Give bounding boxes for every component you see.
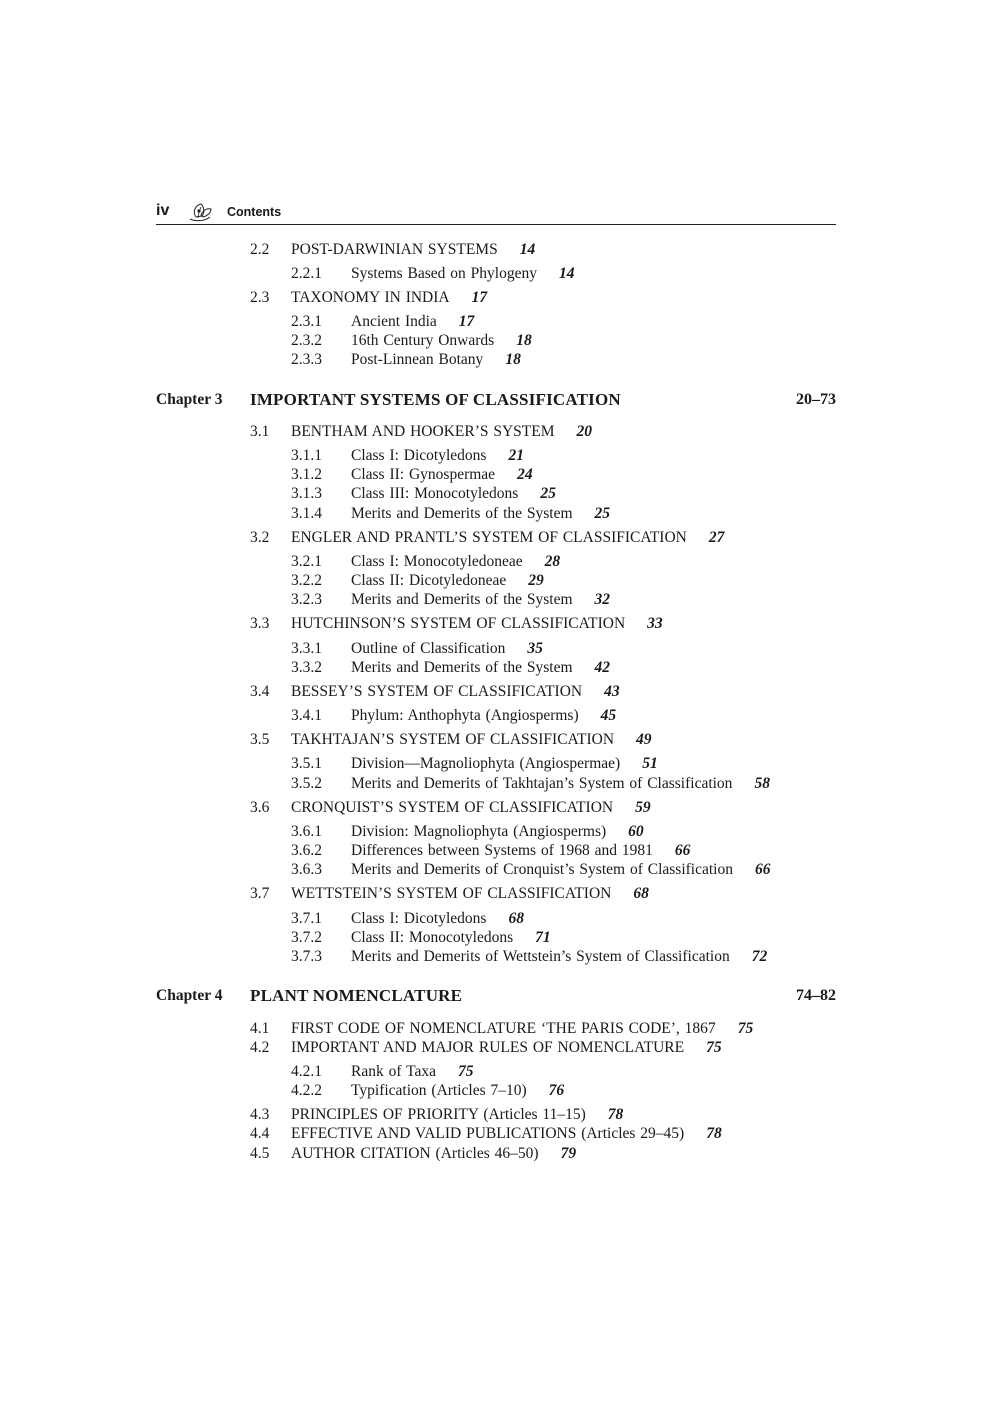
entry-number: 4.3 bbox=[250, 1106, 270, 1123]
entry-number: 2.3 bbox=[250, 289, 270, 306]
chapter-label: Chapter 3 bbox=[156, 391, 223, 408]
entry-number: 3.6.3 bbox=[291, 861, 322, 878]
entry-number: 4.1 bbox=[250, 1020, 270, 1037]
entry-page-number: 51 bbox=[642, 755, 658, 772]
entry-page-number: 78 bbox=[607, 1106, 624, 1123]
entry-title: IMPORTANT AND MAJOR RULES OF NOMENCLATURE 75 bbox=[291, 1039, 722, 1056]
entry-title: Class I: Dicotyledons 21 bbox=[351, 447, 524, 464]
entry-page-number: 33 bbox=[647, 615, 663, 632]
entry-title: Typification (Articles 7–10) 76 bbox=[351, 1082, 565, 1099]
entry-title: Ancient India 17 bbox=[351, 313, 475, 330]
entry-title: AUTHOR CITATION (Articles 46–50) 79 bbox=[291, 1145, 577, 1162]
entry-number: 3.2.2 bbox=[291, 572, 322, 589]
entry-title: Differences between Systems of 1968 and 1981 66 bbox=[351, 842, 691, 859]
entry-number: 3.3.2 bbox=[291, 659, 322, 676]
entry-number: 2.3.1 bbox=[291, 313, 322, 330]
entry-number: 3.5 bbox=[250, 731, 270, 748]
entry-title: Class II: Monocotyledons 71 bbox=[351, 929, 551, 946]
entry-page-number: 42 bbox=[594, 659, 611, 676]
entry-number: 3.1 bbox=[250, 423, 270, 440]
entry-page-number: 25 bbox=[594, 505, 611, 522]
entry-number: 4.2.2 bbox=[291, 1082, 322, 1099]
entry-page-number: 60 bbox=[628, 823, 644, 840]
entry-number: 2.2.1 bbox=[291, 265, 322, 282]
entry-number: 3.2 bbox=[250, 529, 270, 546]
entry-page-number: 68 bbox=[508, 910, 524, 927]
entry-number: 3.5.2 bbox=[291, 775, 322, 792]
entry-page-number: 24 bbox=[517, 466, 533, 483]
entry-page-number: 75 bbox=[458, 1063, 474, 1080]
entry-number: 3.2.3 bbox=[291, 591, 322, 608]
entry-page-number: 59 bbox=[635, 799, 651, 816]
entry-title: Rank of Taxa 75 bbox=[351, 1063, 474, 1080]
entry-title: 16th Century Onwards 18 bbox=[351, 332, 532, 349]
entry-page-number: 71 bbox=[535, 929, 551, 946]
entry-title: Merits and Demerits of the System 25 bbox=[351, 505, 611, 522]
entry-title: Merits and Demerits of Cronquist’s System of Classification 66 bbox=[351, 861, 771, 878]
entry-number: 4.5 bbox=[250, 1145, 270, 1162]
entry-title: Class II: Gynospermae 24 bbox=[351, 466, 533, 483]
entry-page-number: 66 bbox=[674, 842, 691, 859]
entry-page-number: 45 bbox=[600, 707, 617, 724]
entry-title: TAXONOMY IN INDIA 17 bbox=[291, 289, 488, 306]
entry-page-number: 75 bbox=[706, 1039, 722, 1056]
entry-title: ENGLER AND PRANTL’S SYSTEM OF CLASSIFICATION 27 bbox=[291, 529, 725, 546]
entry-title: BENTHAM AND HOOKER’S SYSTEM 20 bbox=[291, 423, 593, 440]
entry-title: Systems Based on Phylogeny 14 bbox=[351, 265, 575, 282]
entry-number: 3.5.1 bbox=[291, 755, 322, 772]
entry-number: 2.3.3 bbox=[291, 351, 322, 368]
entry-title: Division—Magnoliophyta (Angiospermae) 51 bbox=[351, 755, 658, 772]
chapter-title: IMPORTANT SYSTEMS OF CLASSIFICATION bbox=[250, 390, 621, 409]
entry-title: Class I: Monocotyledoneae 28 bbox=[351, 553, 561, 570]
entry-title: Merits and Demerits of Takhtajan’s System of Classification 58 bbox=[351, 775, 770, 792]
entry-title: Merits and Demerits of the System 32 bbox=[351, 591, 611, 608]
entry-page-number: 35 bbox=[527, 640, 543, 657]
entry-page-number: 17 bbox=[471, 289, 488, 306]
entry-number: 3.4 bbox=[250, 683, 270, 700]
entry-page-number: 75 bbox=[737, 1020, 754, 1037]
entry-number: 3.7.3 bbox=[291, 948, 322, 965]
entry-title: Merits and Demerits of Wettstein’s System of Classification 72 bbox=[351, 948, 768, 965]
entry-title: Division: Magnoliophyta (Angiosperms) 60 bbox=[351, 823, 644, 840]
entry-page-number: 49 bbox=[636, 731, 652, 748]
entry-title: TAKHTAJAN’S SYSTEM OF CLASSIFICATION 49 bbox=[291, 731, 652, 748]
entry-title: PRINCIPLES OF PRIORITY (Articles 11–15) 78 bbox=[291, 1106, 624, 1123]
page-number: iv bbox=[156, 202, 170, 219]
chapter-label: Chapter 4 bbox=[156, 987, 223, 1004]
entry-page-number: 18 bbox=[505, 351, 521, 368]
entry-page-number: 17 bbox=[458, 313, 475, 330]
entry-title: Class II: Dicotyledoneae 29 bbox=[351, 572, 544, 589]
entry-page-number: 21 bbox=[508, 447, 524, 464]
entry-title: EFFECTIVE AND VALID PUBLICATIONS (Articles 29–45) 78 bbox=[291, 1125, 722, 1142]
entry-number: 3.4.1 bbox=[291, 707, 322, 724]
entry-number: 3.6.2 bbox=[291, 842, 322, 859]
entry-title: Outline of Classification 35 bbox=[351, 640, 543, 657]
entry-number: 2.3.2 bbox=[291, 332, 322, 349]
entry-title: Merits and Demerits of the System 42 bbox=[351, 659, 611, 676]
entry-page-number: 79 bbox=[560, 1145, 577, 1162]
entry-number: 4.2.1 bbox=[291, 1063, 322, 1080]
entry-page-number: 66 bbox=[754, 861, 771, 878]
entry-page-number: 14 bbox=[519, 241, 536, 258]
entry-page-number: 28 bbox=[544, 553, 561, 570]
entry-number: 4.4 bbox=[250, 1125, 270, 1142]
entry-page-number: 14 bbox=[559, 265, 575, 282]
entry-title: WETTSTEIN’S SYSTEM OF CLASSIFICATION 68 bbox=[291, 885, 649, 902]
entry-page-number: 58 bbox=[754, 775, 770, 792]
entry-number: 3.2.1 bbox=[291, 553, 322, 570]
running-head-title: Contents bbox=[227, 205, 282, 219]
entry-title: FIRST CODE OF NOMENCLATURE ‘THE PARIS CODE’, 1867 75 bbox=[291, 1020, 754, 1037]
entry-title: POST-DARWINIAN SYSTEMS 14 bbox=[291, 241, 536, 258]
entry-title: Post-Linnean Botany 18 bbox=[351, 351, 521, 368]
entry-number: 3.3 bbox=[250, 615, 270, 632]
entry-number: 2.2 bbox=[250, 241, 270, 258]
entry-number: 3.6.1 bbox=[291, 823, 322, 840]
entry-number: 3.1.3 bbox=[291, 485, 322, 502]
entry-title: Phylum: Anthophyta (Angiosperms) 45 bbox=[351, 707, 617, 724]
entry-number: 3.7.2 bbox=[291, 929, 322, 946]
entry-page-number: 76 bbox=[548, 1082, 565, 1099]
entry-number: 3.7 bbox=[250, 885, 270, 902]
entry-number: 3.1.2 bbox=[291, 466, 322, 483]
entry-page-number: 18 bbox=[516, 332, 532, 349]
entry-page-number: 27 bbox=[708, 529, 725, 546]
entry-title: Class III: Monocotyledons 25 bbox=[351, 485, 556, 502]
entry-page-number: 29 bbox=[528, 572, 544, 589]
entry-page-number: 25 bbox=[540, 485, 556, 502]
entry-page-number: 43 bbox=[604, 683, 620, 700]
entry-number: 4.2 bbox=[250, 1039, 270, 1056]
entry-title: HUTCHINSON’S SYSTEM OF CLASSIFICATION 33 bbox=[291, 615, 663, 632]
chapter-page-range: 74–82 bbox=[796, 987, 836, 1004]
entry-number: 3.6 bbox=[250, 799, 270, 816]
entry-number: 3.3.1 bbox=[291, 640, 322, 657]
entry-number: 3.7.1 bbox=[291, 910, 322, 927]
chapter-title: PLANT NOMENCLATURE bbox=[250, 986, 463, 1005]
entry-page-number: 20 bbox=[576, 423, 593, 440]
entry-page-number: 32 bbox=[594, 591, 611, 608]
entry-page-number: 78 bbox=[706, 1125, 722, 1142]
entry-page-number: 72 bbox=[751, 948, 768, 965]
entry-page-number: 68 bbox=[633, 885, 649, 902]
entry-number: 3.1.1 bbox=[291, 447, 322, 464]
entry-title: Class I: Dicotyledons 68 bbox=[351, 910, 524, 927]
entry-title: CRONQUIST’S SYSTEM OF CLASSIFICATION 59 bbox=[291, 799, 651, 816]
chapter-page-range: 20–73 bbox=[796, 391, 836, 408]
entry-number: 3.1.4 bbox=[291, 505, 322, 522]
entry-title: BESSEY’S SYSTEM OF CLASSIFICATION 43 bbox=[291, 683, 620, 700]
